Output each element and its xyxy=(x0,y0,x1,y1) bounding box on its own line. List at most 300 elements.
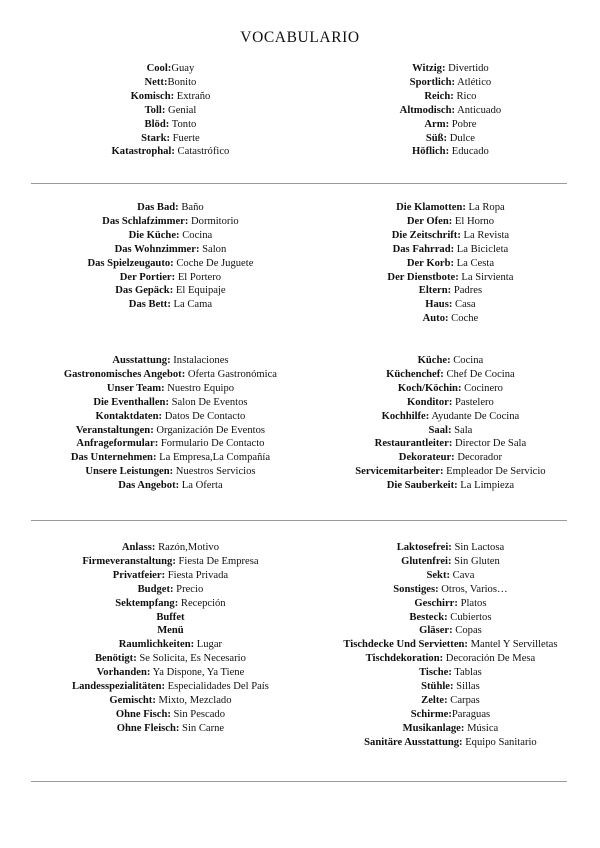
vocab-term: Gläser xyxy=(419,625,450,637)
vocab-translation: Decorador xyxy=(454,452,503,464)
vocab-translation: Ya Dispone, Ya Tiene xyxy=(150,667,245,679)
vocab-separator: : xyxy=(457,382,462,394)
vocab-entry xyxy=(333,76,568,90)
vocab-term: Die Zeitschrift xyxy=(391,229,458,241)
vocab-translation: Cubiertos xyxy=(447,611,492,623)
vocab-translation: Empleador De Servicio xyxy=(443,466,546,478)
vocab-translation: Educado xyxy=(449,146,489,158)
vocab-separator: : xyxy=(447,355,451,366)
vocab-separator: : xyxy=(152,694,156,706)
vocab-separator: : xyxy=(133,653,137,665)
vocab-term: Ohne Fisch xyxy=(115,708,168,720)
vocab-translation: Tablas xyxy=(451,667,482,679)
vocab-term: Gemischt xyxy=(109,694,153,706)
section-catering xyxy=(34,541,568,750)
vocab-translation: Dulce xyxy=(447,132,476,144)
vocab-separator: : xyxy=(151,542,156,553)
vocab-term: Menü xyxy=(157,625,184,637)
vocab-entry xyxy=(38,145,303,159)
vocab-separator: : xyxy=(181,368,186,380)
vocab-entry xyxy=(38,541,303,555)
vocab-term: Das Bett xyxy=(128,299,168,311)
vocab-term: Unser Team xyxy=(106,382,162,394)
vocab-entry xyxy=(333,680,568,694)
vocab-separator: : xyxy=(450,257,455,269)
vocab-term: Firmeveranstaltung xyxy=(82,555,173,567)
vocab-entry xyxy=(333,465,568,479)
vocab-entry xyxy=(333,424,568,438)
vocab-separator: : xyxy=(450,681,454,693)
vocab-translation: Rico xyxy=(453,90,477,102)
vocab-separator: : xyxy=(447,555,452,567)
vocab-entry xyxy=(38,569,303,583)
vocab-translation: Oferta Gastronómica xyxy=(185,368,277,380)
vocab-entry xyxy=(333,583,568,597)
vocab-translation: Casa xyxy=(452,299,476,311)
vocab-separator: : xyxy=(444,611,448,623)
vocab-term: Das Bad xyxy=(137,202,176,213)
vocab-separator: : xyxy=(448,438,453,450)
vocab-term: Sektempfang xyxy=(115,597,175,609)
section-house xyxy=(34,201,568,326)
vocab-translation: Fiesta Privada xyxy=(165,569,229,581)
vocab-separator: : xyxy=(184,215,189,227)
vocab-term: Saal xyxy=(428,424,448,436)
vocab-term: Tische xyxy=(419,667,449,679)
vocab-term: Komisch xyxy=(130,90,171,102)
vocab-separator: : xyxy=(450,243,455,255)
vocab-translation: Guay xyxy=(171,63,195,74)
vocab-translation: Nuestros Servicios xyxy=(173,466,256,478)
vocab-separator: : xyxy=(439,653,444,665)
vocab-term: Musikanlage xyxy=(402,722,461,734)
vocab-term: Raumlichkeiten xyxy=(118,639,191,651)
vocab-separator: : xyxy=(462,202,466,213)
vocab-separator: : xyxy=(445,146,450,158)
vocab-entry xyxy=(333,569,568,583)
vocab-separator: : xyxy=(174,597,179,609)
vocab-term: Das Spielzeugauto xyxy=(87,257,171,269)
vocab-term: Benötigt xyxy=(94,653,134,665)
vocab-term: Der Korb xyxy=(406,257,451,269)
vocab-term: Sportlich xyxy=(409,76,452,88)
vocab-translation: Coche De Juguete xyxy=(173,257,254,269)
vocab-translation: Organización De Eventos xyxy=(153,424,266,436)
vocab-translation: El Horno xyxy=(452,215,495,227)
vocab-translation: Nuestro Equipo xyxy=(164,382,235,394)
vocab-entry xyxy=(333,104,568,118)
vocab-separator: : xyxy=(175,480,180,492)
page-title: VOCABULARIO xyxy=(240,29,360,46)
vocab-translation: Música xyxy=(464,722,499,734)
vocab-separator: : xyxy=(154,438,159,450)
vocab-separator: : xyxy=(167,355,171,366)
vocab-translation: Bonito xyxy=(167,76,197,88)
vocab-separator: : xyxy=(165,118,170,130)
vocab-entry xyxy=(38,465,303,479)
vocab-translation: Precio xyxy=(173,583,204,595)
vocab-term: Stark xyxy=(141,132,167,144)
vocab-separator: : xyxy=(166,132,170,144)
vocab-translation: Paraguas xyxy=(451,708,491,720)
vocab-entry xyxy=(333,708,568,722)
vocab-separator: : xyxy=(158,410,163,422)
vocab-separator: : xyxy=(176,229,180,241)
vocab-entry xyxy=(38,638,303,652)
vocab-entry xyxy=(333,243,568,257)
vocab-translation: La Empresa,La Compañía xyxy=(156,452,271,464)
vocab-separator: : xyxy=(451,452,455,464)
vocab-entry xyxy=(38,652,303,666)
vocab-entry xyxy=(38,722,303,736)
vocab-term: Süß xyxy=(425,132,444,144)
vocab-entry xyxy=(333,437,568,451)
vocab-entry xyxy=(333,145,568,159)
vocab-entry xyxy=(38,555,303,569)
vocab-entry xyxy=(38,104,303,118)
vocab-entry xyxy=(333,638,568,652)
vocab-term: Das Angebot xyxy=(118,480,176,492)
section-divider xyxy=(31,183,567,184)
vocab-separator: : xyxy=(167,299,171,311)
vocab-term: Haus xyxy=(425,299,449,311)
vocab-separator: : xyxy=(451,104,455,116)
vocab-separator: : xyxy=(170,257,174,269)
vocab-separator: : xyxy=(439,466,444,478)
vocab-entry xyxy=(333,541,568,555)
vocab-separator: : xyxy=(425,410,430,422)
vocab-translation: Cocina xyxy=(179,229,213,241)
column-left xyxy=(34,541,303,750)
vocab-entry xyxy=(38,298,303,312)
vocab-translation: Sin Carne xyxy=(179,722,225,734)
vocab-separator: : xyxy=(152,452,157,464)
vocab-term: Landesspezialitäten xyxy=(72,681,162,693)
vocab-entry xyxy=(333,382,568,396)
vocab-separator: : xyxy=(447,424,452,436)
vocab-entry xyxy=(38,611,303,625)
vocab-term: Anfrageformular xyxy=(76,438,155,450)
vocab-translation: La Cama xyxy=(170,299,213,311)
vocab-translation: Padres xyxy=(451,285,483,297)
vocab-separator: : xyxy=(167,63,172,74)
vocab-translation: Platos xyxy=(457,597,487,609)
vocab-separator: : xyxy=(460,722,465,734)
vocab-entry xyxy=(38,479,303,493)
vocab-translation: Catastrófico xyxy=(174,146,230,158)
vocab-term: Ohne Fleisch xyxy=(116,722,176,734)
vocab-term: Die Sauberkeit xyxy=(386,480,455,492)
vocab-term: Besteck xyxy=(409,611,445,623)
vocab-separator: : xyxy=(169,285,174,297)
vocab-separator: : xyxy=(161,382,165,394)
vocab-separator: : xyxy=(445,118,450,130)
vocab-translation: Pobre xyxy=(449,118,477,130)
vocab-term: Eltern xyxy=(418,285,448,297)
vocab-translation: Salon xyxy=(199,243,227,255)
vocab-translation: La Bicicleta xyxy=(454,243,509,255)
vocab-separator: : xyxy=(167,708,171,720)
vocab-term: Witzig xyxy=(412,63,442,74)
vocab-entry xyxy=(38,215,303,229)
column-right xyxy=(303,62,568,159)
vocab-entry xyxy=(333,597,568,611)
vocab-term: Cool xyxy=(146,63,168,74)
vocab-entry xyxy=(333,215,568,229)
vocab-translation: Cocinero xyxy=(461,382,503,394)
vocab-entry xyxy=(38,90,303,104)
vocab-entry xyxy=(38,257,303,271)
vocab-entry xyxy=(333,736,568,750)
vocab-entry xyxy=(38,118,303,132)
vocab-term: Reich xyxy=(424,90,451,102)
vocab-term: Glutenfrei xyxy=(401,555,448,567)
vocab-entry xyxy=(333,555,568,569)
vocab-translation: Equipo Sanitario xyxy=(462,736,537,748)
vocab-translation: Pastelero xyxy=(452,396,494,408)
vocab-translation: Ayudante De Cocina xyxy=(429,410,520,422)
vocab-term: Geschirr xyxy=(414,597,455,609)
vocab-separator: : xyxy=(440,368,444,380)
vocab-entry xyxy=(333,284,568,298)
vocab-translation: El Portero xyxy=(175,271,222,283)
vocab-entry xyxy=(333,257,568,271)
vocab-translation: Instalaciones xyxy=(170,355,229,366)
vocab-entry xyxy=(38,76,303,90)
vocab-entry xyxy=(333,479,568,493)
vocab-entry xyxy=(38,382,303,396)
vocab-entry xyxy=(333,62,568,76)
vocab-separator: : xyxy=(448,667,452,679)
vocab-entry xyxy=(333,312,568,326)
vocab-translation: Fuerte xyxy=(170,132,200,144)
vocab-term: Ausstattung xyxy=(112,355,168,366)
vocab-translation: Chef De Cocina xyxy=(443,368,515,380)
vocab-term: Das Schlafzimmer xyxy=(102,215,185,227)
vocab-separator: : xyxy=(444,694,448,706)
vocab-separator: : xyxy=(435,583,439,595)
vocab-entry xyxy=(38,694,303,708)
vocab-translation: Mantel Y Servilletas xyxy=(467,639,558,651)
vocab-separator: : xyxy=(172,555,176,567)
vocab-entry xyxy=(333,118,568,132)
vocab-term: Gastronomisches Angebot xyxy=(63,368,182,380)
vocab-separator: : xyxy=(448,542,452,553)
vocab-term: Der Ofen xyxy=(406,215,449,227)
vocab-entry xyxy=(333,694,568,708)
vocab-term: Budget xyxy=(137,583,170,595)
vocab-separator: : xyxy=(451,76,455,88)
vocab-translation: Dormitorio xyxy=(188,215,239,227)
vocab-separator: : xyxy=(449,625,453,637)
vocab-separator: : xyxy=(446,569,450,581)
vocab-translation: Atlético xyxy=(455,76,492,88)
vocab-entry xyxy=(333,298,568,312)
vocab-translation: Baño xyxy=(178,202,204,213)
vocab-entry xyxy=(38,243,303,257)
vocab-translation: Mixto, Mezclado xyxy=(155,694,232,706)
vocab-term: Der Portier xyxy=(119,271,172,283)
vocab-translation: La Oferta xyxy=(179,480,223,492)
vocab-term: Das Wohnzimmer xyxy=(114,243,196,255)
vocab-translation: La Ropa xyxy=(465,202,505,213)
vocab-translation: Genial xyxy=(165,104,197,116)
vocab-term: Toll xyxy=(144,104,162,116)
vocab-separator: : xyxy=(454,480,458,492)
vocab-entry xyxy=(38,624,303,638)
vocab-entry xyxy=(38,368,303,382)
vocab-term: Küche xyxy=(417,355,448,366)
vocab-term: Arm xyxy=(424,118,446,130)
vocab-separator: : xyxy=(169,466,174,478)
vocab-term: Servicemitarbeiter xyxy=(355,466,440,478)
vocab-separator: : xyxy=(464,639,468,651)
vocab-entry xyxy=(333,611,568,625)
vocab-entry xyxy=(333,271,568,285)
vocab-translation: La Sirvienta xyxy=(458,271,514,283)
vocab-term: Das Gepäck xyxy=(115,285,170,297)
column-right xyxy=(303,201,568,326)
vocab-term: Tischdekoration xyxy=(365,653,440,665)
column-left xyxy=(34,62,303,159)
vocab-translation: Sin Pescado xyxy=(170,708,226,720)
vocab-term: Sonstiges xyxy=(393,583,436,595)
vocab-entry xyxy=(38,201,303,215)
vocab-translation: Decoración De Mesa xyxy=(443,653,536,665)
vocab-term: Katastrophal xyxy=(111,146,172,158)
vocab-entry xyxy=(333,132,568,146)
vocab-entry xyxy=(333,624,568,638)
vocab-separator: : xyxy=(150,424,154,436)
vocab-entry xyxy=(38,437,303,451)
vocab-term: Anlass xyxy=(121,542,152,553)
vocab-term: Kontaktdaten xyxy=(95,410,159,422)
vocab-separator: : xyxy=(448,396,453,408)
vocab-entry xyxy=(38,132,303,146)
vocab-translation: El Equipaje xyxy=(173,285,226,297)
vocab-term: Buffet xyxy=(156,611,185,623)
vocab-separator: : xyxy=(165,396,169,408)
vocab-entry xyxy=(38,229,303,243)
vocab-separator: : xyxy=(443,132,448,144)
vocab-entry xyxy=(38,666,303,680)
vocab-translation: Sillas xyxy=(453,681,480,693)
vocab-separator: : xyxy=(161,681,165,693)
vocab-separator: : xyxy=(448,708,452,720)
column-right xyxy=(303,541,568,750)
vocab-entry xyxy=(333,652,568,666)
vocab-entry xyxy=(38,680,303,694)
vocab-separator: : xyxy=(146,667,151,679)
vocab-separator: : xyxy=(161,569,166,581)
vocab-separator: : xyxy=(448,299,453,311)
vocab-term: Die Eventhallen xyxy=(93,396,166,408)
vocab-entry xyxy=(333,410,568,424)
vocab-separator: : xyxy=(175,202,179,213)
vocab-separator: : xyxy=(171,146,175,158)
vocab-term: Privatfeier xyxy=(112,569,162,581)
vocab-separator: : xyxy=(190,639,195,651)
vocab-term: Das Unternehmen xyxy=(70,452,153,464)
vocab-entry xyxy=(333,229,568,243)
vocab-term: Vorhanden xyxy=(96,667,147,679)
vocab-term: Kochhilfe xyxy=(381,410,426,422)
vocab-term: Zelte xyxy=(421,694,445,706)
vocab-term: Nett xyxy=(144,76,164,88)
vocab-entry xyxy=(38,354,303,368)
vocab-term: Laktosefrei xyxy=(396,542,449,553)
vocab-entry xyxy=(38,451,303,465)
vocab-term: Restaurantleiter xyxy=(374,438,449,450)
vocab-term: Blöd xyxy=(144,118,166,130)
section-divider xyxy=(31,781,567,782)
vocab-translation: La Revista xyxy=(460,229,510,241)
vocab-term: Der Dienstbote xyxy=(387,271,456,283)
vocab-translation: Carpas xyxy=(447,694,480,706)
vocab-translation: Formulario De Contacto xyxy=(158,438,265,450)
vocab-separator: : xyxy=(459,736,463,748)
vocab-translation: Copas xyxy=(452,625,482,637)
vocab-separator: : xyxy=(447,285,452,297)
vocab-translation: Divertido xyxy=(445,63,489,74)
vocab-separator: : xyxy=(454,597,458,609)
vocab-separator: : xyxy=(163,76,168,88)
vocab-entry xyxy=(38,583,303,597)
vocab-separator: : xyxy=(195,243,200,255)
vocab-entry xyxy=(38,424,303,438)
vocab-translation: La Cesta xyxy=(454,257,495,269)
vocab-translation: Sala xyxy=(451,424,473,436)
vocab-entry xyxy=(333,368,568,382)
vocab-term: Höflich xyxy=(412,146,446,158)
vocab-translation: Sin Gluten xyxy=(451,555,500,567)
vocab-translation: La Limpieza xyxy=(457,480,515,492)
column-right xyxy=(303,354,568,493)
vocab-term: Die Küche xyxy=(128,229,177,241)
vocab-translation: Extraño xyxy=(174,90,211,102)
vocab-entry xyxy=(333,666,568,680)
vocab-separator: : xyxy=(441,63,446,74)
vocab-term: Sekt xyxy=(426,569,447,581)
vocab-translation: Lugar xyxy=(194,639,223,651)
section-adjectives xyxy=(34,62,568,159)
vocab-translation: Recepción xyxy=(178,597,226,609)
section-events xyxy=(34,354,568,493)
vocab-term: Das Fahrrad xyxy=(392,243,451,255)
vocab-term: Stühle xyxy=(421,681,450,693)
vocab-translation: Fiesta De Empresa xyxy=(175,555,259,567)
vocab-entry xyxy=(38,271,303,285)
vocab-term: Unsere Leistungen xyxy=(85,466,170,478)
vocab-translation: Especialidades Del País xyxy=(165,681,269,693)
vocab-term: Veranstaltungen xyxy=(75,424,151,436)
vocab-translation: Razón,Motivo xyxy=(155,542,219,553)
vocab-entry xyxy=(38,410,303,424)
vocab-translation: Coche xyxy=(448,313,479,325)
column-left xyxy=(34,201,303,326)
vocab-separator: : xyxy=(450,90,454,102)
vocab-separator: : xyxy=(161,104,166,116)
vocab-term: Auto xyxy=(422,313,445,325)
vocab-entry xyxy=(38,708,303,722)
vocab-entry xyxy=(333,201,568,215)
vocab-term: Schirme xyxy=(410,708,449,720)
vocab-translation: Se Solicita, Es Necesario xyxy=(136,653,246,665)
vocab-separator: : xyxy=(448,215,453,227)
vocab-term: Koch/Köchin xyxy=(397,382,458,394)
column-left xyxy=(34,354,303,493)
section-divider xyxy=(31,520,567,521)
